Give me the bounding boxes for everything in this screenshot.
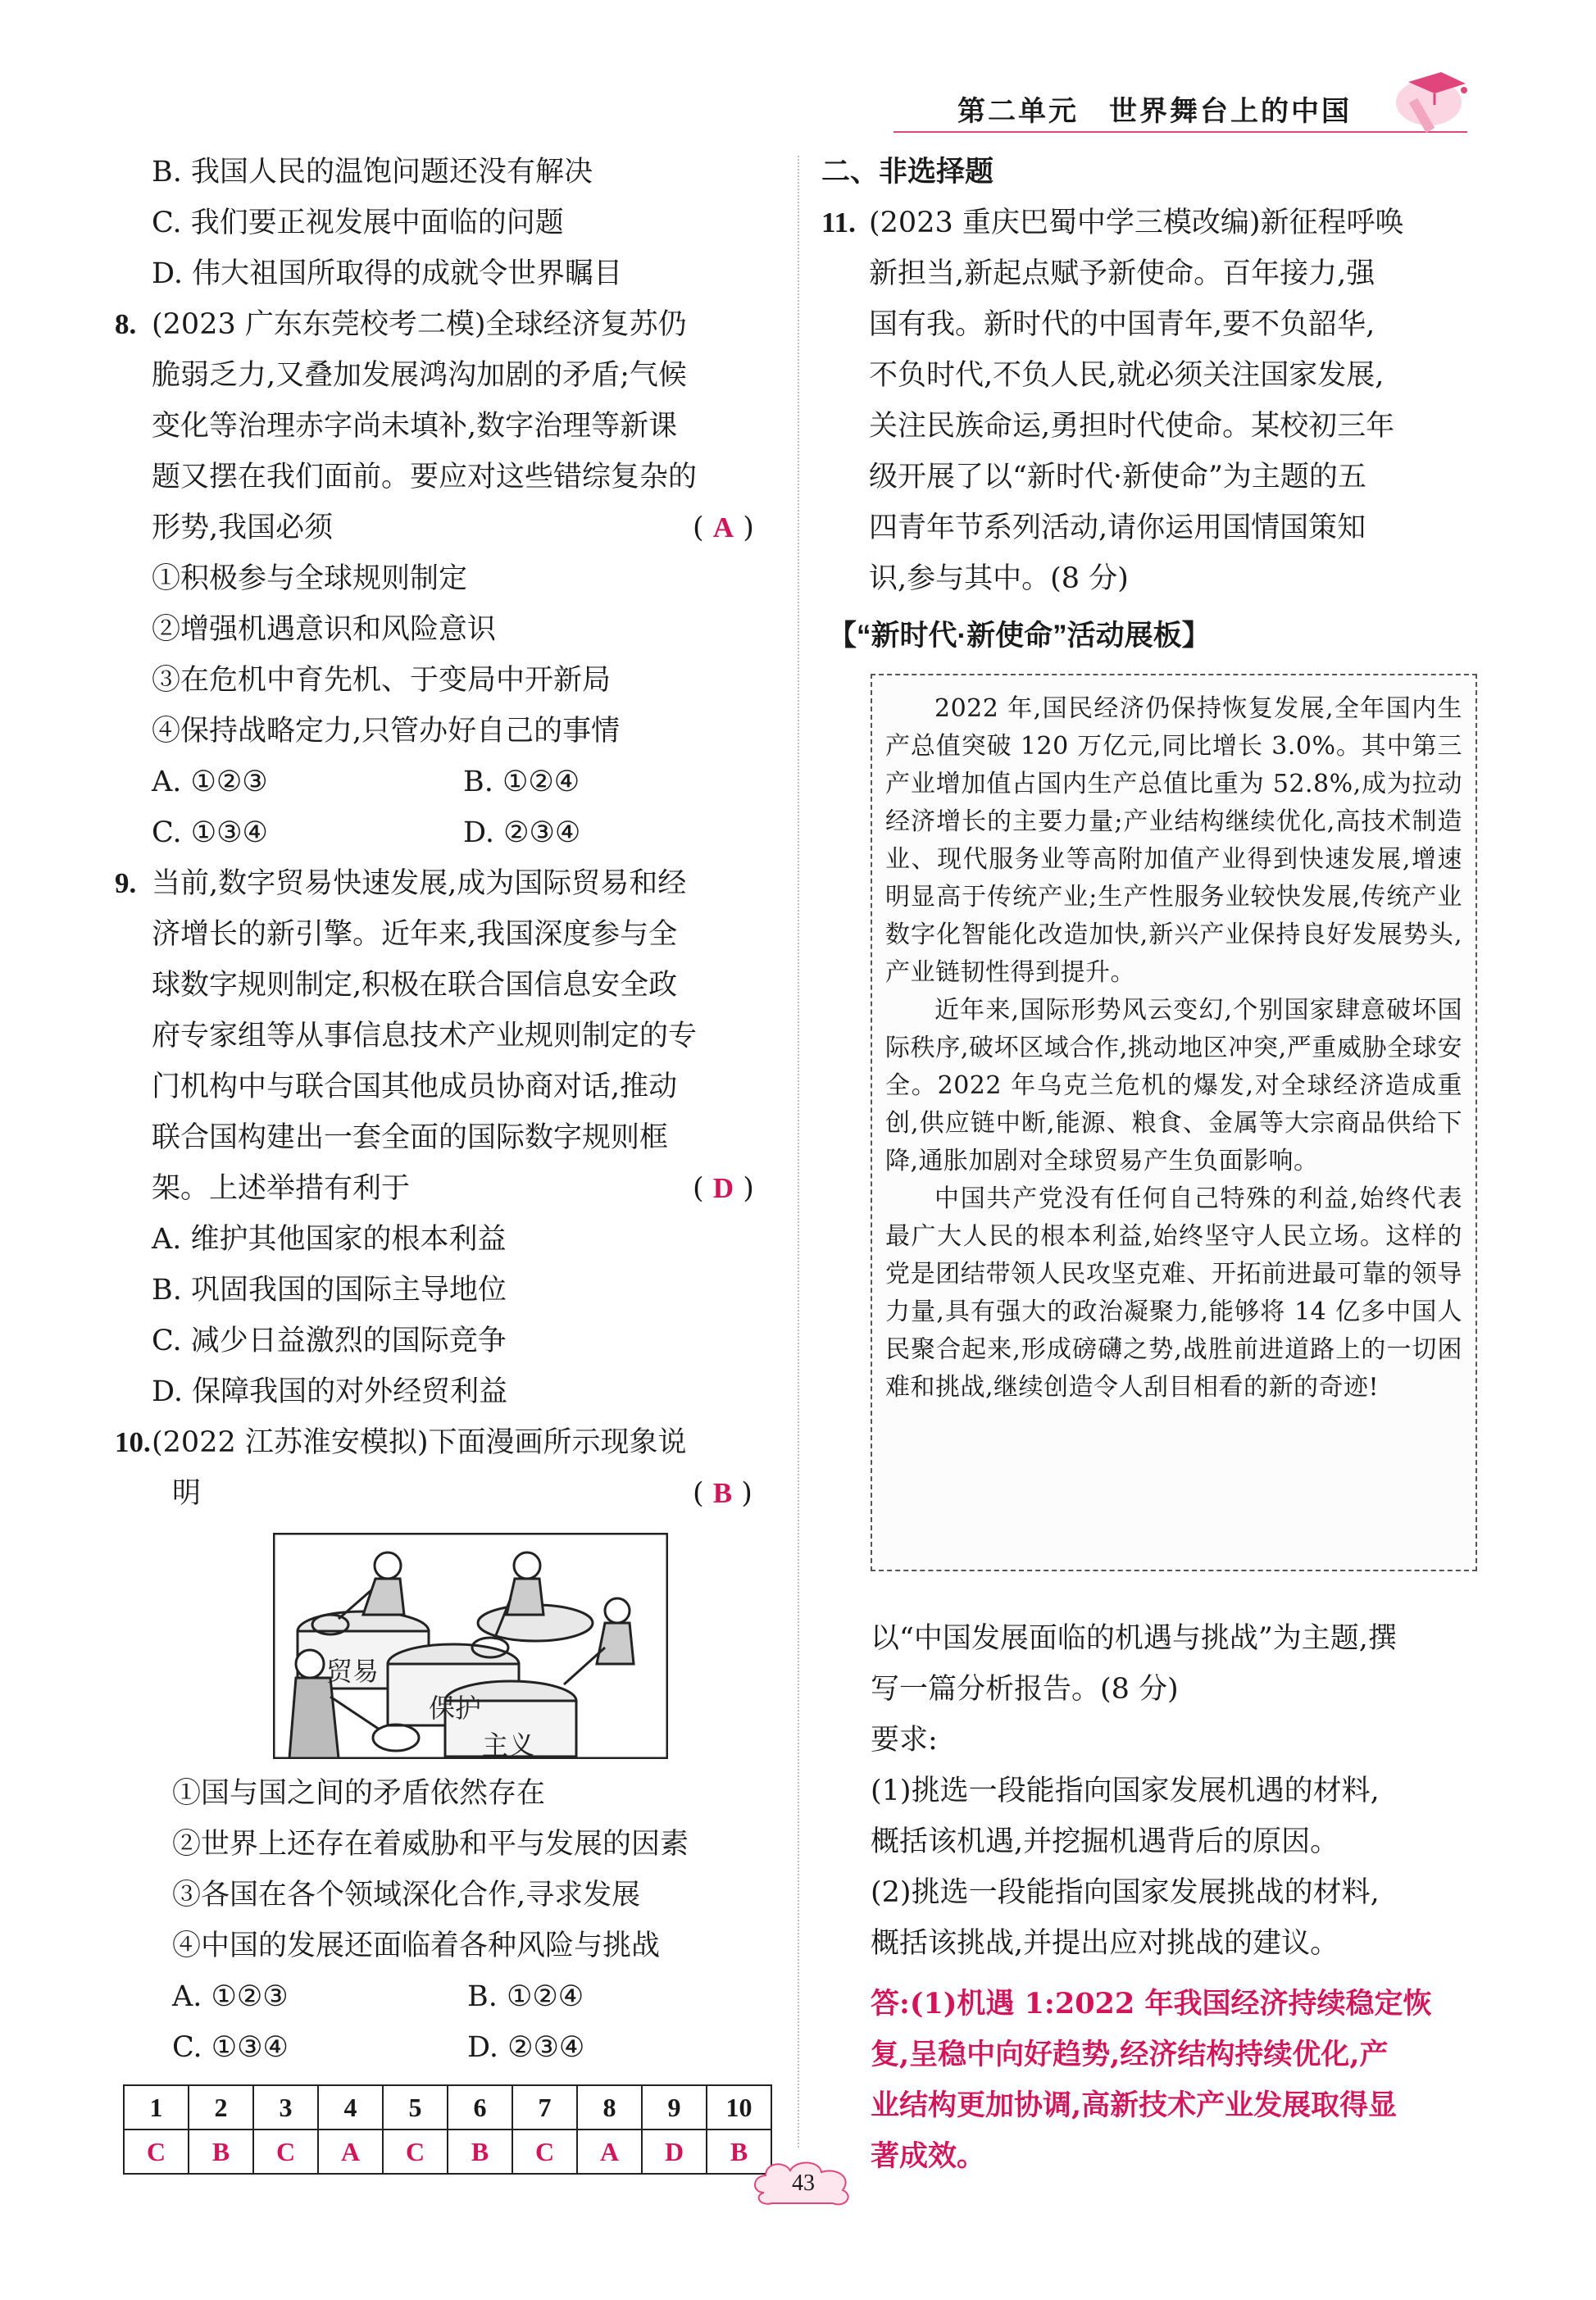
q8-stem-line: (2023 广东东莞校考二模)全球经济复苏仍 [152,308,687,341]
q9-stem-line: 联合国构建出一套全面的国际数字规则框 [152,1121,669,1154]
q10-item: ④中国的发展还面临着各种风险与挑战 [172,1930,661,1962]
q8-stem-line: 题又摆在我们面前。要应对这些错综复杂的 [152,461,698,493]
requirement-2-line: (2)挑选一段能指向国家发展挑战的材料, [871,1876,1380,1909]
q8-item: ④保持战略定力,只管办好自己的事情 [152,715,621,748]
key-answer: C [124,2130,189,2174]
cartoon-label: 保护 [429,1693,482,1723]
material-paragraph: 近年来,国际形势风云变幻,个别国家肆意破坏国际秩序,破坏区域合作,挑动地区冲突,严重威胁全球安全。2022 年乌克兰危机的爆发,对全球经济造成重创,供应链中断,能源、粮食、金属等大宗商品供给下降,通胀加剧对全球贸易产生负面影响。 [885,996,1462,1175]
q9-option-d: D. 保障我国的对外经贸利益 [152,1375,508,1408]
material-paragraph: 2022 年,国民经济仍保持恢复发展,全年国内生产总值突破 120 万亿元,同比增长 3.0%。其中第三产业增加值占国内生产总值比重为 52.8%,成为拉动经济增长的主要力量;产业结构继续优化,高技术制造业、现代服务业等高附加值产业得到快速发展,增速明显高于传统产业;生产性服务业较快发展,传统产业数字化智能化改造加快,新兴产业保持良好发展势头,产业链韧性得到提升。 [885,694,1462,987]
requirement-1-line: 概括该机遇,并挖掘机遇背后的原因。 [871,1825,1339,1858]
q10-item: ②世界上还存在着威胁和平与发展的因素 [172,1828,689,1861]
q9-option-a: A. 维护其他国家的根本利益 [152,1223,507,1256]
answer-line: 答:(1)机遇 1:2022 年我国经济持续稳定恢 [871,1987,1432,2020]
key-answer: B [189,2130,253,2174]
key-number: 5 [383,2085,448,2130]
answer-key-answer-row [124,2130,771,2174]
section-title: 二、非选择题 [821,156,994,188]
cartoon-label: 贸易 [326,1657,380,1686]
q11-stem-line: 不负时代,不负人民,就必须关注国家发展, [869,359,1385,392]
requirement-1-line: (1)挑选一段能指向国家发展机遇的材料, [871,1775,1380,1807]
key-answer: B [448,2130,512,2174]
q8-item: ②增强机遇意识和风险意识 [152,613,497,646]
q9-stem-line: 当前,数字贸易快速发展,成为国际贸易和经 [152,867,687,900]
material-box [871,674,1477,1571]
q10-stem-line: 明 [172,1477,202,1510]
q9-number: 9. [115,867,137,899]
q7-option-b: B. 我国人民的温饱问题还没有解决 [152,156,593,189]
q8-stem-line: 脆弱乏力,又叠加发展鸿沟加剧的矛盾;气候 [152,359,687,392]
q11-stem-line: 识,参与其中。(8 分) [869,562,1129,595]
key-answer: C [383,2130,448,2174]
q9-stem-line: 门机构中与联合国其他成员协商对话,推动 [152,1070,678,1103]
q9-stem-line: 球数字规则制定,积极在联合国信息安全政 [152,969,678,1002]
q8-item: ③在危机中育先机、于变局中开新局 [152,664,612,697]
key-answer: C [253,2130,318,2174]
q8-option-d: D. ②③④ [463,816,581,849]
key-number: 7 [512,2085,577,2130]
q9-option-b: B. 巩固我国的国际主导地位 [152,1274,507,1307]
activity-board-title: 【“新时代·新使命”活动展板】 [828,620,1211,652]
q11-stem-line: 国有我。新时代的中国青年,要不负韶华, [869,308,1375,341]
q11-stem-line: 关注民族命运,勇担时代使命。某校初三年 [869,410,1395,443]
q7-option-c: C. 我们要正视发展中面临的问题 [152,207,564,239]
q8-answer: ( A ) [693,511,754,544]
key-number: 8 [577,2085,642,2130]
requirement-2-line: 概括该挑战,并提出应对挑战的建议。 [871,1927,1339,1960]
key-number: 1 [124,2085,189,2130]
q9-stem-line: 架。上述举措有利于 [152,1172,411,1205]
q10-option-d: D. ②③④ [467,2031,585,2064]
key-number: 4 [318,2085,383,2130]
column-divider [798,156,799,2148]
q10-number: 10. [115,1426,151,1458]
q10-item: ①国与国之间的矛盾依然存在 [172,1777,546,1810]
task-line: 以“中国发展面临的机遇与挑战”为主题,撰 [871,1622,1397,1655]
key-answer: D [642,2130,707,2174]
q9-answer-letter: D [712,1172,734,1204]
answer-key-table [123,2084,772,2175]
answer-line: 业结构更加协调,高新技术产业发展取得显 [871,2089,1398,2122]
key-answer: A [318,2130,383,2174]
key-answer: C [512,2130,577,2174]
q7-option-d: D. 伟大祖国所取得的成就令世界瞩目 [152,257,623,290]
q8-answer-letter: A [712,511,734,543]
q9-answer: ( D ) [693,1172,754,1205]
q10-item: ③各国在各个领域深化合作,寻求发展 [172,1879,641,1911]
q9-stem-line: 济增长的新引擎。近年来,我国深度参与全 [152,918,678,951]
q10-stem-line: (2022 江苏淮安模拟)下面漫画所示现象说 [152,1426,687,1459]
key-number: 3 [253,2085,318,2130]
task-line: 写一篇分析报告。(8 分) [871,1673,1179,1706]
key-number: 6 [448,2085,512,2130]
answer-line: 复,呈稳中向好趋势,经济结构持续优化,产 [871,2038,1389,2071]
q10-option-c: C. ①③④ [172,2031,289,2064]
q11-number: 11. [821,207,856,239]
key-number: 2 [189,2085,253,2130]
key-number: 9 [642,2085,707,2130]
answer-key-number-row [124,2085,771,2130]
trade-protectionism-cartoon [273,1533,668,1759]
q8-option-b: B. ①②④ [463,766,580,798]
material-paragraph: 中国共产党没有任何自己特殊的利益,始终代表最广大人民的根本利益,始终坚守人民立场。这样的党是团结带领人民攻坚克难、开拓前进最可靠的领导力量,具有强大的政治凝聚力,能够将 14 亿多中国人民聚合起来,形成磅礴之势,战胜前进道路上的一切困难和挑战,继续创造令人刮目相看的新的奇迹! [885,1184,1462,1402]
q8-option-c: C. ①③④ [152,816,268,849]
key-answer: B [707,2130,771,2174]
q8-option-a: A. ①②③ [152,766,268,798]
q9-stem-line: 府专家组等从事信息技术产业规则制定的专 [152,1020,698,1052]
key-answer: A [577,2130,642,2174]
page-number: 43 [792,2170,815,2196]
header-band [893,131,1467,133]
q11-stem-line: 级开展了以“新时代·新使命”为主题的五 [869,461,1366,493]
unit-title: 第二单元 世界舞台上的中国 [957,95,1352,128]
key-number: 10 [707,2085,771,2130]
q8-stem-line: 变化等治理赤字尚未填补,数字治理等新课 [152,410,678,443]
q10-answer-letter: B [712,1477,733,1509]
q8-item: ①积极参与全球规则制定 [152,562,468,595]
requirements-label: 要求: [871,1724,938,1757]
q8-stem-line: 形势,我国必须 [152,511,334,544]
q10-option-a: A. ①②③ [172,1980,289,2013]
q11-stem-line: 四青年节系列活动,请你运用国情国策知 [869,511,1366,544]
cartoon-label: 主义 [482,1730,535,1759]
q8-number: 8. [115,308,137,340]
q11-stem-line: 新担当,新起点赋予新使命。百年接力,强 [869,257,1375,290]
answer-line: 著成效。 [871,2139,986,2173]
q10-answer: ( B ) [693,1477,753,1510]
q9-option-c: C. 减少日益激烈的国际竞争 [152,1325,507,1357]
q10-option-b: B. ①②④ [467,1980,584,2013]
q11-stem-line: (2023 重庆巴蜀中学三模改编)新征程呼唤 [869,207,1404,239]
pencil-cap-logo-icon [1384,57,1482,139]
